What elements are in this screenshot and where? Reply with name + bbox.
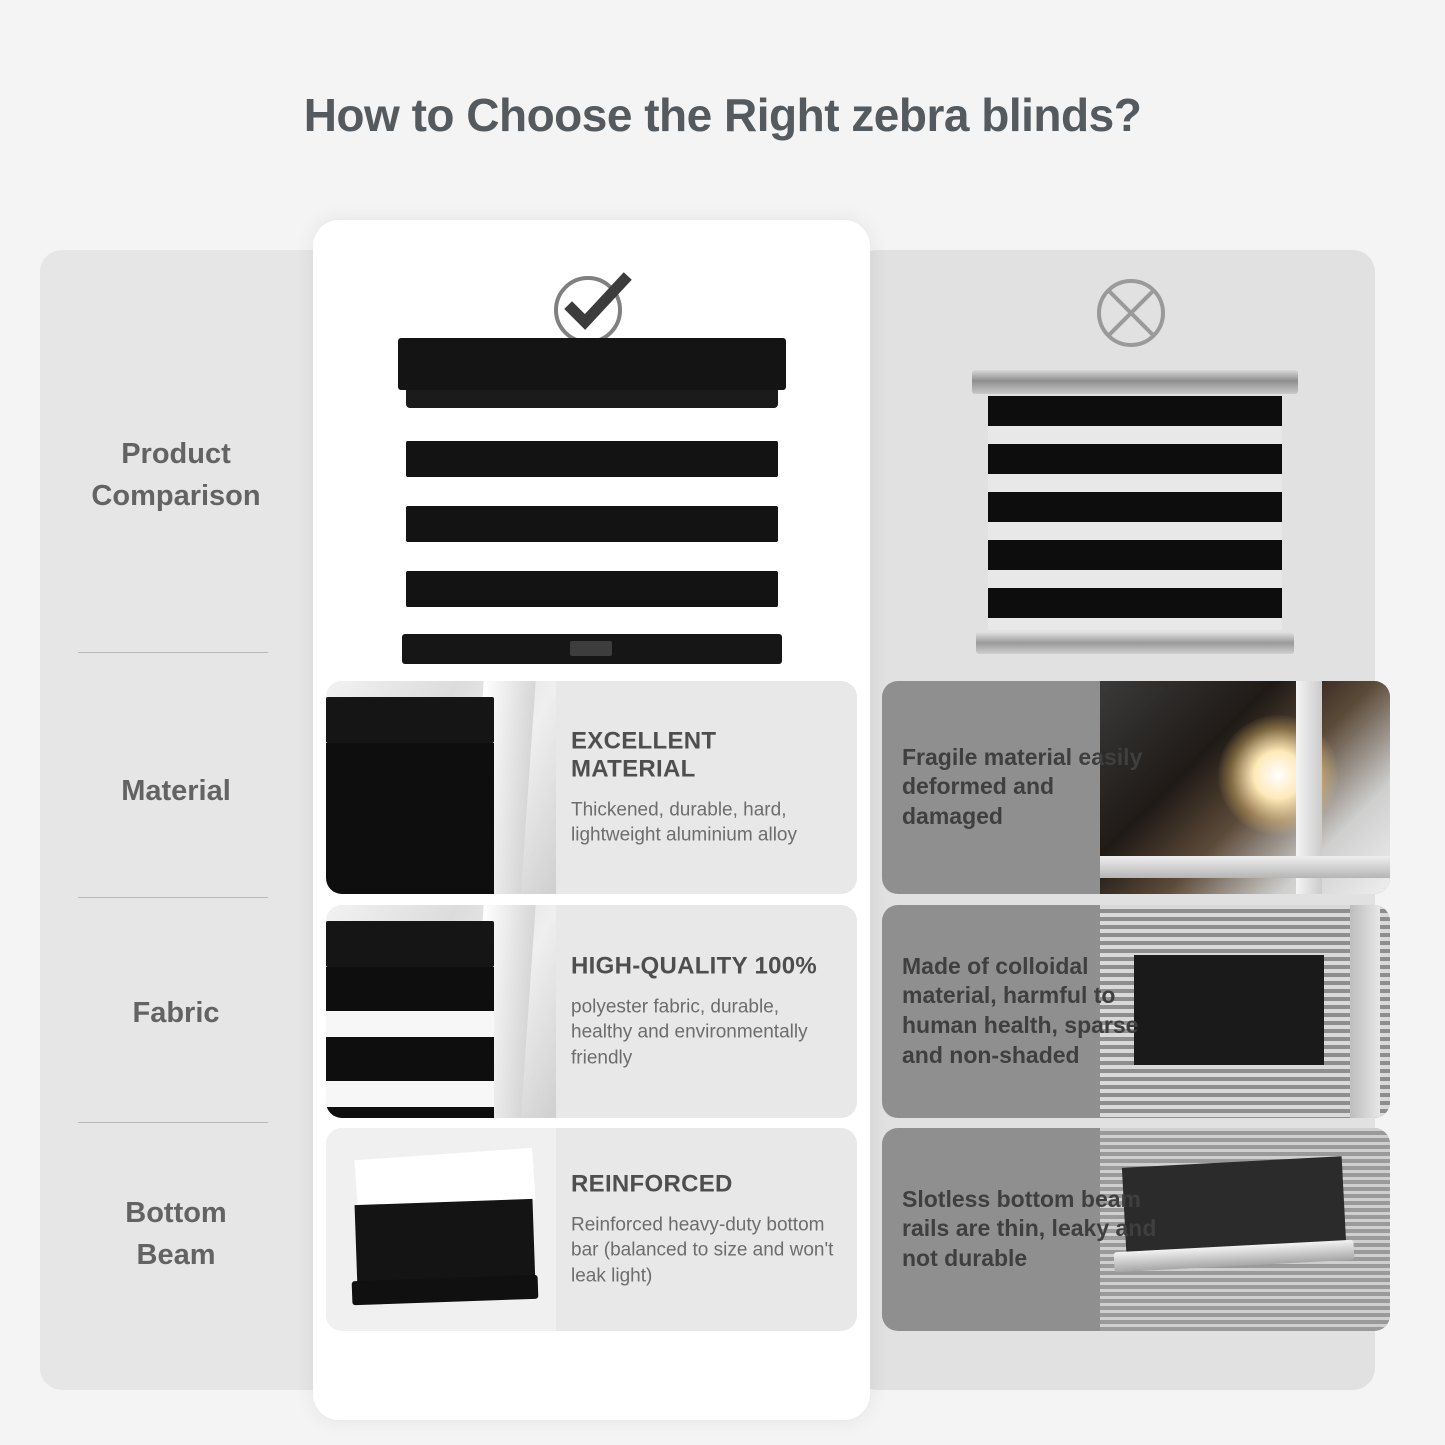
material-card-heading: EXCELLENT MATERIAL — [571, 726, 717, 782]
bad-product-illustration — [980, 370, 1290, 660]
headrail-art — [326, 921, 494, 967]
zebra-fabric — [988, 396, 1282, 630]
cross-circle-icon — [1088, 270, 1174, 356]
bad-feature-card-bottom-beam — [882, 1128, 1390, 1331]
bottom-beam-card-heading: REINFORCED — [571, 1170, 733, 1198]
blind-art — [326, 905, 494, 1118]
page-title: How to Choose the Right zebra blinds? — [303, 89, 1142, 141]
row-label-line-2: Beam — [136, 1239, 216, 1272]
material-card-body: Thickened, durable, hard, lightweight aluminium alloy — [571, 798, 797, 846]
row-divider — [78, 897, 268, 898]
fabric-slat — [406, 441, 778, 477]
row-label-material: Material — [121, 775, 231, 807]
row-divider — [78, 652, 268, 653]
blind-art — [326, 681, 494, 894]
bottom-beam-card-text — [571, 1170, 841, 1289]
dark-panel-art — [1134, 955, 1324, 1065]
bottom-beam-art — [326, 1128, 556, 1331]
fabric-card-heading: HIGH-QUALITY 100% — [571, 952, 818, 980]
bad-feature-card-material — [882, 681, 1390, 894]
window-edge-art — [1350, 905, 1380, 1118]
bad-material-text: Fragile material easily deformed and damaged — [902, 743, 1143, 830]
fabric-art — [326, 967, 494, 1118]
top-rail — [972, 370, 1298, 394]
check-circle-icon — [548, 262, 634, 348]
good-product-illustration — [398, 338, 786, 668]
bad-bottom-beam-text: Slotless bottom beam rails are thin, leaky and not durable — [902, 1185, 1157, 1272]
row-label-line-1: Bottom — [125, 1197, 227, 1229]
bottom-beam-card-body: Reinforced heavy-duty bottom bar (balanced to size and won't leak light) — [571, 1214, 834, 1287]
material-card-text — [571, 727, 841, 848]
fabric-slat — [406, 506, 778, 542]
headrail-art — [326, 697, 494, 743]
material-thumbnail — [326, 681, 556, 894]
row-label-line-1: Product — [121, 438, 231, 470]
row-label-line-2: Comparison — [91, 480, 261, 513]
bad-feature-card-fabric — [882, 905, 1390, 1118]
row-label-product-comparison — [40, 433, 312, 517]
row-label-bottom-beam — [40, 1192, 312, 1276]
bottom-beam-thumbnail — [326, 1128, 556, 1331]
bad-fabric-text: Made of colloidal material, harmful to human health, sparse and non-shaded — [902, 952, 1139, 1069]
fabric-slat — [406, 571, 778, 607]
fabric-art — [326, 743, 494, 894]
window-frame-horizontal — [1100, 856, 1390, 878]
row-label-fabric: Fabric — [132, 997, 220, 1029]
bottom-rail — [976, 632, 1294, 654]
beam-bar — [352, 1275, 539, 1305]
fabric-thumbnail — [326, 905, 556, 1118]
fabric-card-body: polyester fabric, durable, healthy and environmentally friendly — [571, 996, 808, 1069]
headrail-lip — [406, 390, 778, 408]
good-feature-card-bottom-beam — [326, 1128, 857, 1331]
row-divider — [78, 1122, 268, 1123]
headrail — [398, 338, 786, 390]
good-feature-card-fabric — [326, 905, 857, 1118]
bottom-bar-tab — [570, 641, 612, 656]
good-feature-card-material — [326, 681, 857, 894]
fabric-card-text — [571, 952, 841, 1071]
